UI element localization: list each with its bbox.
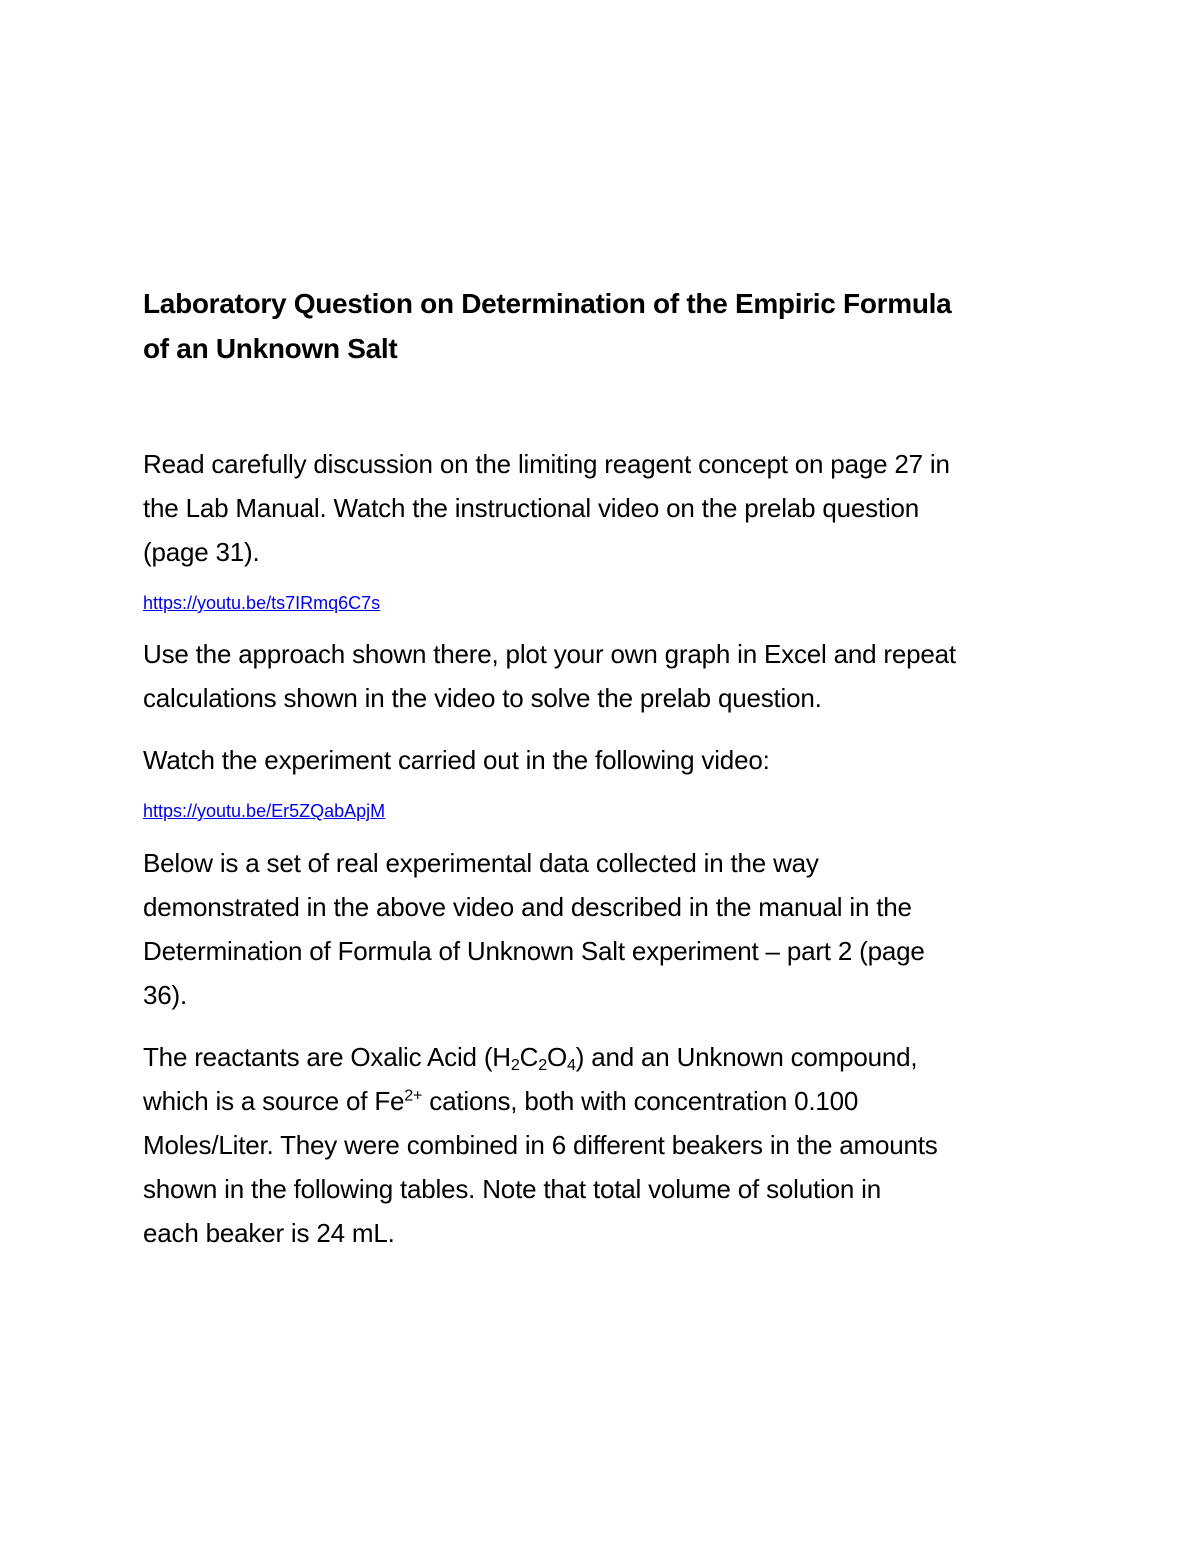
link2-container [143, 798, 1073, 824]
carbon-symbol: C [519, 1042, 539, 1072]
below-line-3: Determination of Formula of Unknown Salt experiment – part 2 (page [143, 936, 925, 966]
reactants-paragraph [143, 1035, 1073, 1255]
watch-line: Watch the experiment carried out in the following video: [143, 745, 770, 775]
subscript-o: 4 [567, 1056, 576, 1075]
link1-container [143, 590, 1073, 616]
approach-line-2: calculations shown in the video to solve the prelab question. [143, 683, 822, 713]
below-line-1: Below is a set of real experimental data collected in the way [143, 848, 819, 878]
below-line-4: 36). [143, 980, 188, 1010]
reactants-line-2 [143, 1079, 1073, 1123]
approach-line-1: Use the approach shown there, plot your own graph in Excel and repeat [143, 639, 956, 669]
intro-paragraph [143, 442, 1073, 574]
document-body [143, 281, 1073, 1255]
subscript-c: 2 [538, 1056, 547, 1075]
intro-line-3: (page 31). [143, 537, 260, 567]
title-line-1: Laboratory Question on Determination of the Empiric Formula [143, 288, 952, 319]
reactants-text-1b: ) and an Unknown compound, [575, 1042, 918, 1072]
charge-superscript: 2+ [404, 1086, 423, 1105]
data-description-paragraph [143, 841, 1073, 1017]
intro-line-1: Read carefully discussion on the limiting reagent concept on page 27 in [143, 449, 950, 479]
below-line-2: demonstrated in the above video and described in the manual in the [143, 892, 912, 922]
intro-line-2: the Lab Manual. Watch the instructional video on the prelab question [143, 493, 920, 523]
document-title [143, 281, 1073, 371]
oxygen-symbol: O [546, 1042, 567, 1072]
subscript-h: 2 [510, 1056, 520, 1075]
reactants-text-1a: The reactants are Oxalic Acid (H [143, 1042, 511, 1072]
reactants-line-1 [143, 1035, 1073, 1079]
reactants-text-2a: which is a source of Fe [143, 1086, 405, 1116]
reactants-line-3: Moles/Liter. They were combined in 6 different beakers in the amounts [143, 1130, 938, 1160]
reactants-line-4: shown in the following tables. Note that total volume of solution in [143, 1174, 881, 1204]
approach-paragraph [143, 632, 1073, 720]
video-link-1[interactable]: https://youtu.be/ts7IRmq6C7s [143, 593, 381, 613]
reactants-line-5: each beaker is 24 mL. [143, 1218, 395, 1248]
video-link-2[interactable]: https://youtu.be/Er5ZQabApjM [143, 801, 386, 821]
watch-paragraph [143, 738, 1073, 782]
reactants-text-2b: cations, both with concentration 0.100 [422, 1086, 859, 1116]
title-line-2: of an Unknown Salt [143, 333, 398, 364]
